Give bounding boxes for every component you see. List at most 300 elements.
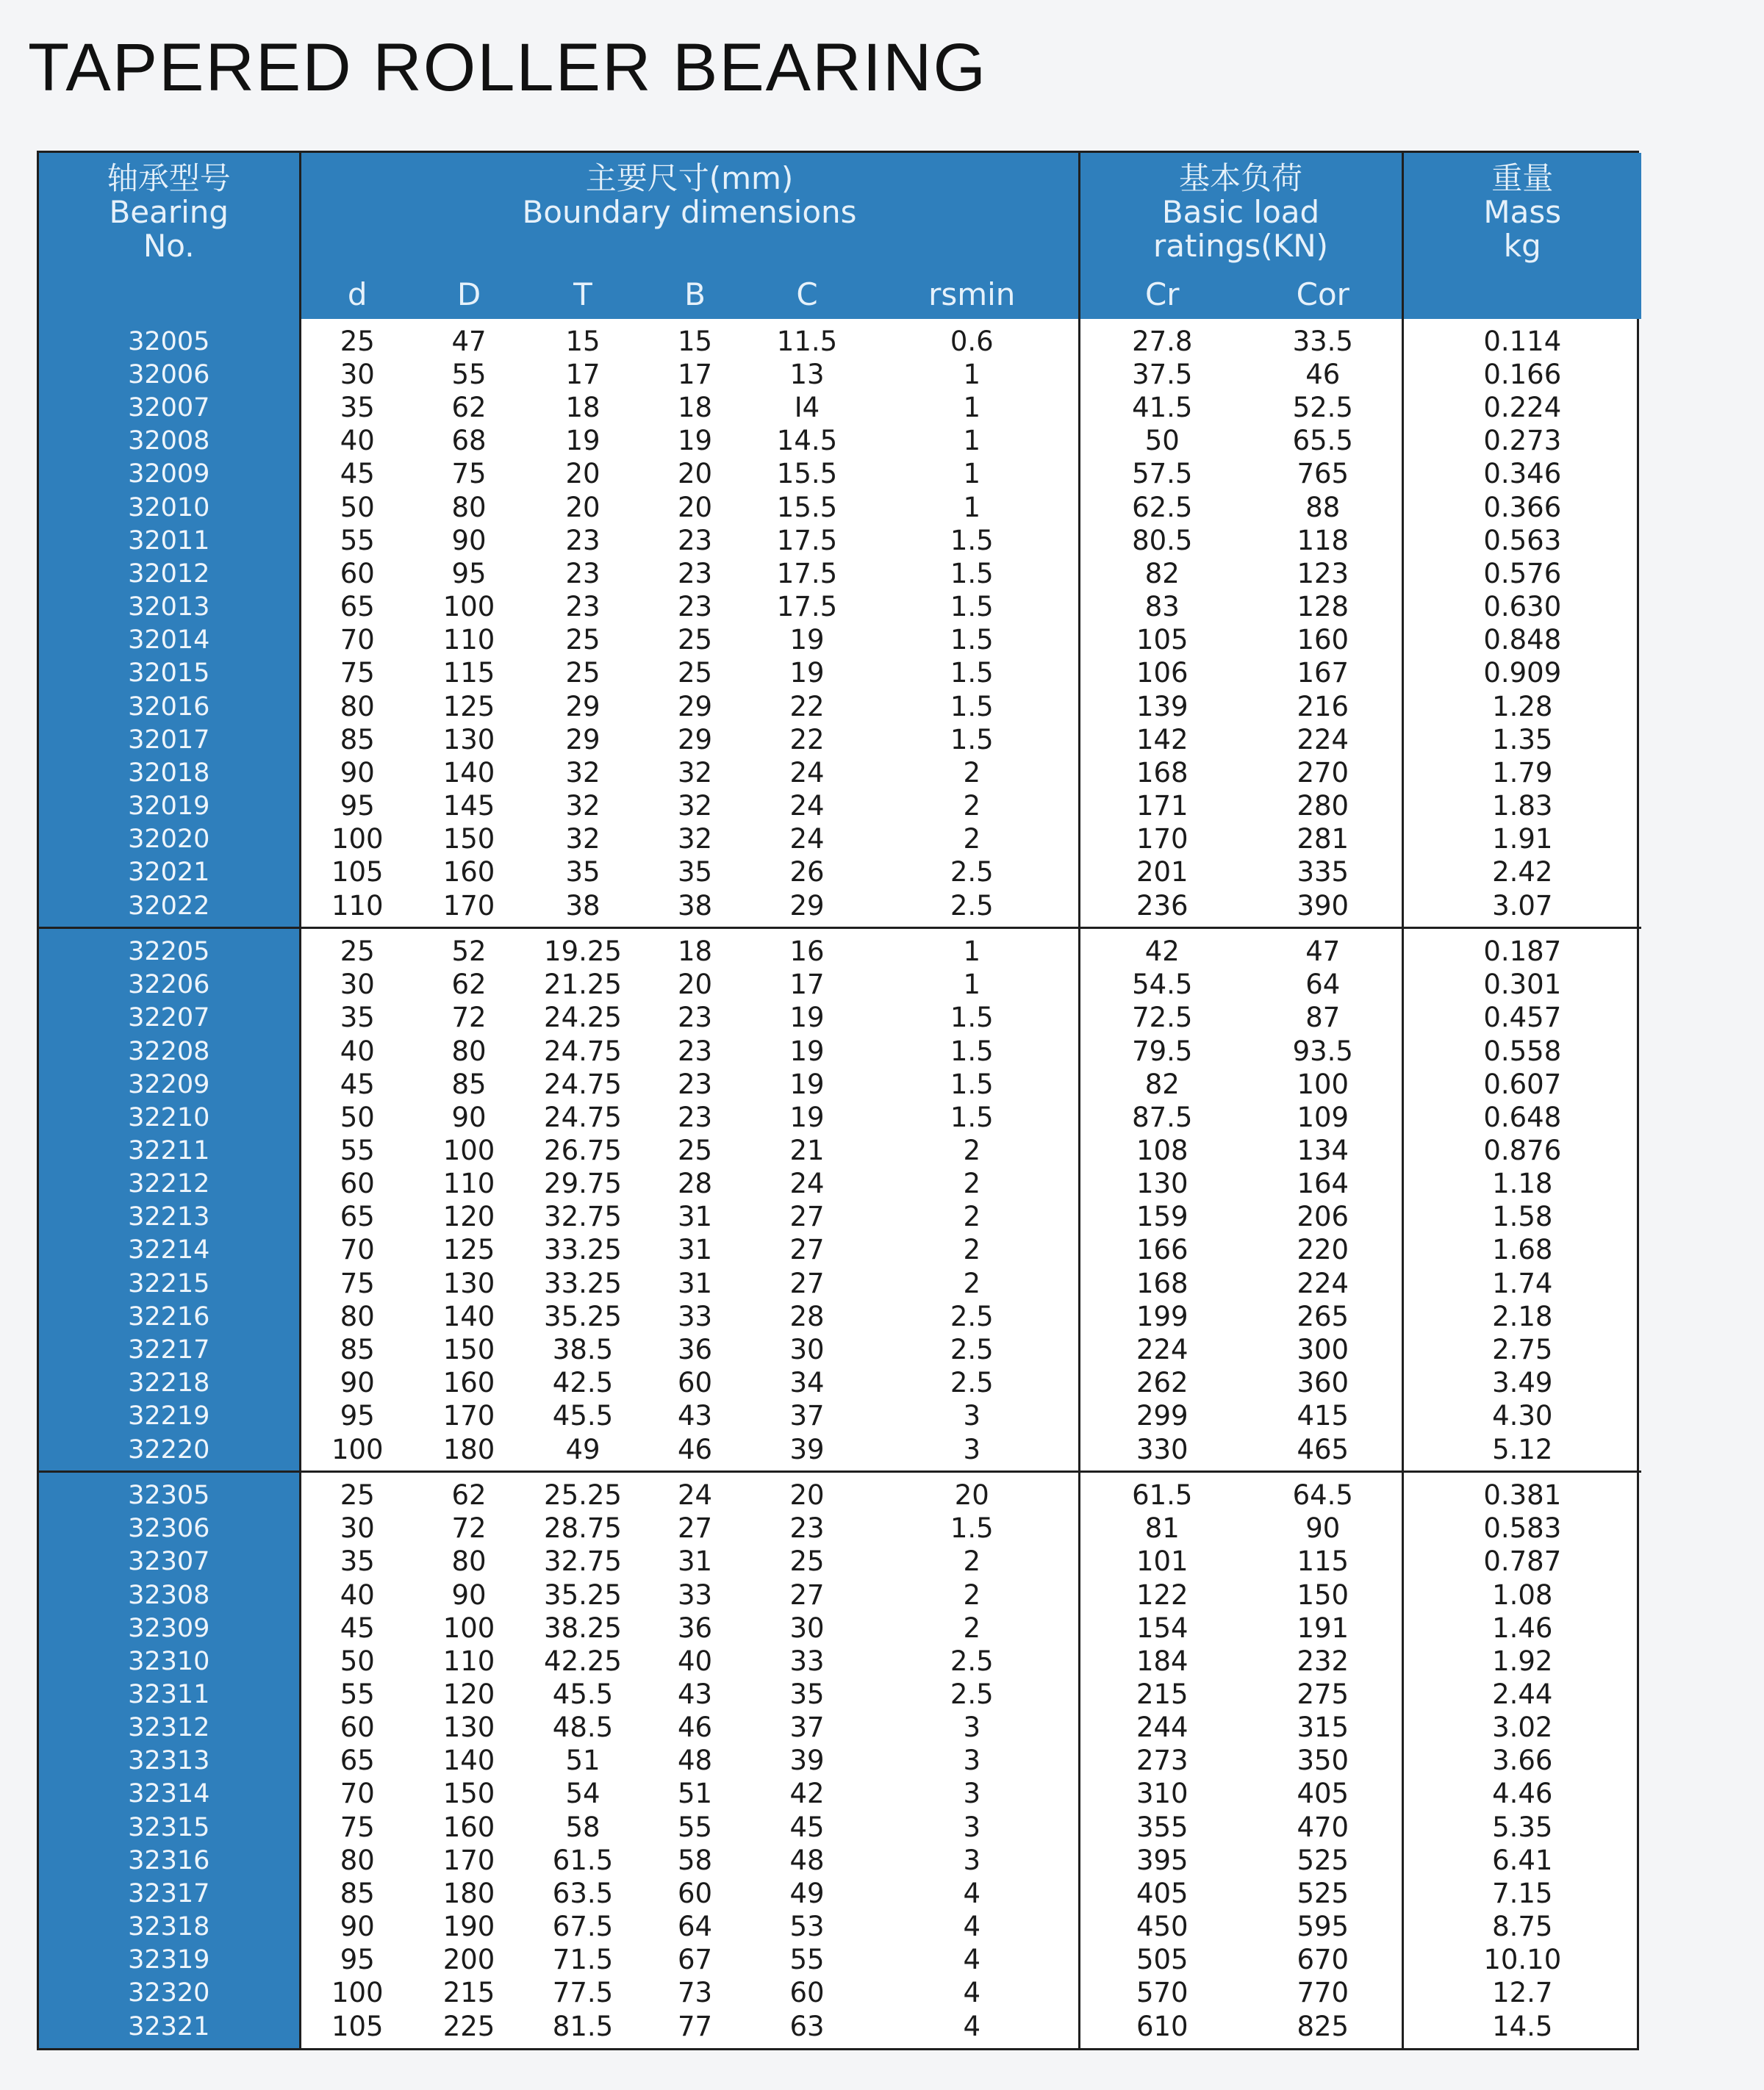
table-row [39, 1300, 1641, 1333]
table-row [39, 590, 1641, 623]
cell-cr: 170 [1136, 823, 1188, 855]
cell-cor: 350 [1244, 1745, 1402, 1778]
cell-mass: 0.301 [1483, 969, 1562, 1001]
cell-rsmin: 2.5 [866, 1645, 1079, 1678]
cell-bearing-no: 32019 [39, 789, 300, 822]
cell-C: 45 [789, 1811, 825, 1843]
table-row [39, 1168, 1641, 1201]
cell-mass: 3.07 [1402, 889, 1641, 928]
cell-cor: 280 [1244, 789, 1402, 822]
cell-C: 13 [789, 358, 825, 390]
cell-C: 21 [789, 1135, 825, 1167]
table-row [39, 1612, 1641, 1645]
cell-rsmin: 2 [866, 1612, 1079, 1645]
cell-C: 17.5 [776, 524, 838, 556]
cell-cor: 191 [1244, 1612, 1402, 1645]
cell-C: 63 [789, 2010, 825, 2042]
table-row [39, 1545, 1641, 1579]
table-row [39, 789, 1641, 822]
cell-cor: 64.5 [1244, 1472, 1402, 1512]
cell-bearing-no: 32320 [39, 1977, 300, 2010]
cell-mass: 0.224 [1483, 392, 1562, 424]
cell-cr: 224 [1136, 1333, 1188, 1365]
cell-rsmin: 0.6 [866, 319, 1079, 358]
cell-rsmin: 1 [866, 458, 1079, 491]
cell-cor: 90 [1244, 1512, 1402, 1545]
cell-rsmin: 1 [866, 425, 1079, 458]
cell-cor: 825 [1244, 2010, 1402, 2048]
cell-T: 20 [565, 491, 600, 523]
cell-D: 140 [442, 756, 495, 789]
cell-cor: 415 [1244, 1400, 1402, 1433]
cell-C: 19 [789, 657, 825, 689]
cell-C: 39 [748, 1433, 866, 1472]
cell-bearing-no: 32214 [39, 1234, 300, 1267]
cell-cor: 216 [1244, 690, 1402, 723]
cell-mass: 8.75 [1492, 1911, 1553, 1943]
cell-D: 110 [442, 624, 495, 656]
cell-cr: 199 [1136, 1300, 1188, 1332]
cell-rsmin: 2.5 [866, 889, 1079, 928]
cell-cr: 171 [1136, 789, 1188, 822]
cell-D: 150 [442, 1333, 495, 1365]
cell-cor: 335 [1244, 856, 1402, 889]
cell-d: 55 [340, 1135, 375, 1167]
cell-bearing-no: 32310 [39, 1645, 300, 1678]
cell-T: 32.75 [544, 1545, 622, 1578]
cell-B: 31 [677, 1201, 713, 1233]
cell-B: 43 [677, 1678, 713, 1710]
cell-d: 25 [340, 935, 375, 967]
header-col-C: C [748, 272, 866, 319]
cell-B: 25 [677, 624, 713, 656]
cell-d: 75 [340, 1267, 375, 1299]
cell-rsmin: 2 [866, 823, 1079, 856]
cell-C: 49 [789, 1877, 825, 1909]
cell-T: 21.25 [544, 969, 622, 1001]
cell-C: 37 [789, 1712, 825, 1744]
cell-C: 53 [789, 1911, 825, 1943]
cell-cr: 262 [1136, 1367, 1188, 1399]
cell-bearing-no: 32009 [39, 458, 300, 491]
cell-cr: 139 [1136, 690, 1188, 722]
cell-d: 30 [340, 358, 375, 390]
cell-bearing-no: 32213 [39, 1201, 300, 1234]
cell-cor: 150 [1244, 1579, 1402, 1612]
cell-D: 180 [414, 1433, 524, 1472]
cell-T: 25 [565, 657, 600, 689]
header-basic-load-ratings: 基本负荷 Basic load ratings(KN) [1079, 153, 1402, 272]
cell-D: 130 [442, 1712, 495, 1744]
cell-d: 70 [340, 624, 375, 656]
cell-d: 100 [331, 1977, 384, 2009]
cell-C: 30 [789, 1612, 825, 1644]
cell-cr: 101 [1136, 1545, 1188, 1578]
cell-T: 25 [565, 624, 600, 656]
cell-rsmin: 3 [866, 1811, 1079, 1844]
cell-B: 46 [677, 1712, 713, 1744]
cell-mass: 1.92 [1492, 1645, 1553, 1677]
cell-cr: 72.5 [1132, 1002, 1193, 1034]
cell-T: 17 [565, 358, 600, 390]
cell-bearing-no: 32306 [39, 1512, 300, 1545]
cell-T: 29 [565, 690, 600, 722]
cell-cor: 360 [1244, 1367, 1402, 1400]
table-row [39, 1035, 1641, 1068]
cell-d: 90 [340, 1367, 375, 1399]
cell-bearing-no: 32318 [39, 1911, 300, 1944]
table-body [39, 319, 1641, 2048]
cell-D: 170 [414, 889, 524, 928]
table-row [39, 1267, 1641, 1300]
cell-D: 145 [442, 789, 495, 822]
cell-rsmin: 1.5 [866, 624, 1079, 657]
cell-D: 110 [442, 1645, 495, 1677]
cell-B: 23 [677, 557, 713, 589]
cell-T: 24.75 [544, 1068, 622, 1100]
cell-C: 42 [789, 1778, 825, 1810]
cell-bearing-no: 32317 [39, 1877, 300, 1910]
cell-T: 19 [565, 425, 600, 457]
cell-C: 22 [789, 690, 825, 722]
cell-bearing-no: 32006 [39, 358, 300, 391]
cell-mass: 0.558 [1483, 1035, 1562, 1067]
cell-B: 43 [677, 1400, 713, 1432]
cell-d: 95 [340, 1944, 375, 1976]
cell-B: 35 [677, 856, 713, 888]
cell-rsmin: 2 [866, 1234, 1079, 1267]
cell-d: 25 [340, 325, 375, 357]
cell-cor: 470 [1244, 1811, 1402, 1844]
cell-B: 60 [677, 1877, 713, 1909]
cell-B: 15 [677, 325, 713, 357]
cell-cr: 168 [1136, 1267, 1188, 1299]
cell-D: 80 [451, 491, 487, 523]
cell-B: 60 [677, 1367, 713, 1399]
cell-mass: 2.18 [1492, 1300, 1553, 1332]
cell-d: 50 [340, 1645, 375, 1677]
cell-d: 75 [340, 657, 375, 689]
cell-cr: 82 [1144, 1068, 1180, 1100]
cell-d: 90 [340, 1911, 375, 1943]
table-row [39, 425, 1641, 458]
table-row [39, 1101, 1641, 1134]
cell-mass: 1.79 [1492, 756, 1553, 789]
cell-bearing-no: 32014 [39, 624, 300, 657]
header-col-d: d [300, 272, 414, 319]
cell-D: 150 [442, 823, 495, 855]
table-row [39, 1433, 1641, 1472]
cell-mass: 12.7 [1492, 1977, 1553, 2009]
cell-C: 39 [789, 1745, 825, 1777]
cell-cor: 275 [1244, 1678, 1402, 1711]
cell-B: 25 [677, 657, 713, 689]
cell-rsmin: 3 [866, 1778, 1079, 1811]
cell-bearing-no: 32319 [39, 1944, 300, 1977]
cell-cor: 52.5 [1244, 392, 1402, 425]
cell-mass: 0.381 [1483, 1479, 1562, 1511]
cell-D: 125 [442, 690, 495, 722]
cell-bearing-no: 32207 [39, 1002, 300, 1035]
cell-d: 105 [331, 2010, 384, 2042]
header-mass: 重量 Mass kg [1402, 153, 1641, 319]
cell-rsmin: 2.5 [866, 1678, 1079, 1711]
header-col-rsmin: rsmin [866, 272, 1079, 319]
cell-cr: 236 [1079, 889, 1244, 928]
cell-d: 60 [340, 557, 375, 589]
cell-d: 85 [340, 1877, 375, 1909]
cell-rsmin: 1.5 [866, 1512, 1079, 1545]
cell-T: 35 [565, 856, 600, 888]
cell-rsmin: 2 [866, 756, 1079, 789]
cell-rsmin: 4 [866, 1977, 1079, 2010]
cell-B: 19 [677, 425, 713, 457]
cell-mass: 10.10 [1483, 1944, 1562, 1976]
cell-d: 55 [340, 1678, 375, 1710]
cell-C: 15.5 [776, 458, 838, 490]
table-row [39, 1579, 1641, 1612]
cell-B: 17 [677, 358, 713, 390]
cell-C: 37 [789, 1400, 825, 1432]
cell-bearing-no: 32308 [39, 1579, 300, 1612]
table-row [39, 1678, 1641, 1711]
cell-rsmin: 1 [866, 392, 1079, 425]
cell-bearing-no: 32205 [39, 928, 300, 969]
cell-B: 20 [677, 458, 713, 490]
cell-B: 31 [677, 1267, 713, 1299]
cell-C: 55 [789, 1944, 825, 1976]
cell-B: 20 [677, 491, 713, 523]
cell-B: 23 [677, 1068, 713, 1100]
cell-T: 24.75 [544, 1101, 622, 1133]
spec-table [39, 153, 1641, 2048]
cell-bearing-no: 32008 [39, 425, 300, 458]
cell-bearing-no: 32312 [39, 1712, 300, 1745]
cell-T: 38.5 [552, 1333, 614, 1365]
cell-cor: 46 [1244, 358, 1402, 391]
cell-d: 35 [340, 1545, 375, 1578]
cell-T: 42.5 [552, 1367, 614, 1399]
cell-d: 45 [340, 458, 375, 490]
cell-d: 50 [340, 491, 375, 523]
cell-cr: 154 [1136, 1612, 1188, 1644]
cell-cr: 166 [1136, 1234, 1188, 1266]
cell-d: 65 [340, 591, 375, 623]
cell-D: 125 [442, 1234, 495, 1266]
cell-bearing-no: 32219 [39, 1400, 300, 1433]
cell-B: 23 [677, 1101, 713, 1133]
cell-mass: 1.58 [1492, 1201, 1553, 1233]
cell-D: 80 [451, 1545, 487, 1578]
cell-B: 29 [677, 723, 713, 755]
cell-cr: 37.5 [1132, 358, 1193, 390]
cell-T: 24.75 [544, 1035, 622, 1067]
cell-cor: 128 [1244, 590, 1402, 623]
cell-D: 62 [451, 1479, 487, 1511]
cell-C: 60 [789, 1977, 825, 2009]
cell-D: 100 [442, 1135, 495, 1167]
cell-d: 40 [340, 1035, 375, 1067]
cell-B: 64 [677, 1911, 713, 1943]
cell-C: 16 [789, 935, 825, 967]
cell-B: 25 [677, 1135, 713, 1167]
cell-C: 30 [789, 1333, 825, 1365]
cell-bearing-no: 32015 [39, 657, 300, 690]
cell-cr: 82 [1144, 557, 1180, 589]
cell-bearing-no: 32206 [39, 969, 300, 1002]
cell-mass: 0.273 [1483, 425, 1562, 457]
cell-cor: 390 [1244, 889, 1402, 928]
cell-cr: 159 [1136, 1201, 1188, 1233]
cell-mass: 4.46 [1492, 1778, 1553, 1810]
cell-cor: 88 [1244, 491, 1402, 524]
table-row [39, 1472, 1641, 1512]
cell-mass: 0.563 [1483, 524, 1562, 556]
cell-C: 33 [789, 1645, 825, 1677]
cell-rsmin: 4 [866, 1944, 1079, 1977]
cell-bearing-no: 32016 [39, 690, 300, 723]
cell-d: 95 [340, 789, 375, 822]
cell-cor: 224 [1244, 1267, 1402, 1300]
cell-B: 32 [677, 823, 713, 855]
cell-T: 35.25 [544, 1300, 622, 1332]
cell-mass: 2.75 [1492, 1333, 1553, 1365]
cell-d: 60 [340, 1712, 375, 1744]
cell-mass: 0.346 [1483, 458, 1562, 490]
bearing-spec-table [37, 151, 1639, 2050]
table-row [39, 1002, 1641, 1035]
cell-T: 54 [565, 1778, 600, 1810]
cell-cor: 100 [1244, 1068, 1402, 1101]
cell-cr: 50 [1144, 425, 1180, 457]
cell-D: 140 [442, 1300, 495, 1332]
cell-D: 72 [451, 1512, 487, 1545]
cell-mass: 3.66 [1492, 1745, 1553, 1777]
cell-T: 26.75 [544, 1135, 622, 1167]
cell-d: 85 [340, 1333, 375, 1365]
cell-rsmin: 1.5 [866, 690, 1079, 723]
cell-mass: 0.366 [1483, 491, 1562, 523]
cell-d: 55 [340, 524, 375, 556]
cell-rsmin: 3 [866, 1745, 1079, 1778]
cell-cor: 525 [1244, 1844, 1402, 1877]
cell-T: 49 [524, 1433, 642, 1472]
cell-mass: 0.607 [1483, 1068, 1562, 1100]
table-row [39, 1844, 1641, 1877]
cell-bearing-no: 32321 [39, 2010, 300, 2048]
cell-B: 23 [677, 591, 713, 623]
cell-cr: 299 [1136, 1400, 1188, 1432]
cell-bearing-no: 32218 [39, 1367, 300, 1400]
table-row [39, 657, 1641, 690]
table-row [39, 319, 1641, 358]
cell-cr: 142 [1136, 723, 1188, 755]
cell-mass: 3.02 [1492, 1712, 1553, 1744]
cell-d: 100 [300, 1433, 414, 1472]
cell-mass: 1.08 [1492, 1579, 1553, 1611]
cell-mass: 0.848 [1483, 624, 1562, 656]
cell-D: 150 [442, 1778, 495, 1810]
cell-cr: 215 [1136, 1678, 1188, 1710]
cell-C: 24 [789, 823, 825, 855]
cell-T: 35.25 [544, 1579, 622, 1611]
cell-C: 15.5 [776, 491, 838, 523]
cell-D: 140 [442, 1745, 495, 1777]
table-row [39, 1068, 1641, 1101]
cell-rsmin: 2.5 [866, 1367, 1079, 1400]
cell-C: 35 [789, 1678, 825, 1710]
cell-D: 160 [442, 856, 495, 888]
cell-bearing-no: 32211 [39, 1134, 300, 1167]
table-row [39, 458, 1641, 491]
cell-cor: 115 [1244, 1545, 1402, 1579]
cell-T: 45.5 [552, 1678, 614, 1710]
cell-mass: 2.44 [1492, 1678, 1553, 1710]
cell-rsmin: 2 [866, 1545, 1079, 1579]
cell-cr: 105 [1136, 624, 1188, 656]
cell-C: 19 [789, 1035, 825, 1067]
cell-d: 80 [340, 1844, 375, 1876]
cell-T: 51 [565, 1745, 600, 1777]
page-title: TAPERED ROLLER BEARING [28, 30, 988, 105]
cell-T: 23 [565, 524, 600, 556]
cell-d: 30 [340, 1512, 375, 1545]
cell-d: 95 [340, 1400, 375, 1432]
table-row [39, 1911, 1641, 1944]
cell-T: 23 [565, 591, 600, 623]
cell-bearing-no: 32017 [39, 723, 300, 756]
cell-mass: 0.187 [1483, 935, 1562, 967]
cell-bearing-no: 32021 [39, 856, 300, 889]
table-row [39, 524, 1641, 557]
cell-B: 51 [677, 1778, 713, 1810]
cell-rsmin: 1.5 [866, 723, 1079, 756]
cell-rsmin: 2 [866, 1134, 1079, 1167]
cell-cr: 80.5 [1132, 524, 1193, 556]
cell-cr: 81 [1144, 1512, 1180, 1545]
cell-mass: 0.909 [1483, 657, 1562, 689]
cell-B: 48 [677, 1745, 713, 1777]
cell-D: 47 [451, 325, 487, 357]
cell-T: 48.5 [552, 1712, 614, 1744]
cell-T: 32 [565, 756, 600, 789]
cell-cor: 232 [1244, 1645, 1402, 1678]
cell-d: 70 [340, 1778, 375, 1810]
cell-cr: 570 [1136, 1977, 1188, 2009]
table-row [39, 823, 1641, 856]
cell-D: 62 [451, 392, 487, 424]
cell-mass: 1.91 [1492, 823, 1553, 855]
cell-d: 75 [340, 1811, 375, 1843]
cell-cor: 300 [1244, 1333, 1402, 1366]
cell-cor: 220 [1244, 1234, 1402, 1267]
cell-T: 24.25 [544, 1002, 622, 1034]
cell-D: 55 [451, 358, 487, 390]
cell-D: 160 [442, 1367, 495, 1399]
cell-bearing-no: 32314 [39, 1778, 300, 1811]
cell-rsmin: 2 [866, 1201, 1079, 1234]
cell-B: 20 [677, 969, 713, 1001]
cell-cor: 765 [1244, 458, 1402, 491]
cell-rsmin: 3 [866, 1712, 1079, 1745]
cell-B: 38 [642, 889, 748, 928]
cell-cor: 47 [1244, 928, 1402, 969]
cell-D: 62 [451, 969, 487, 1001]
cell-cr: 83 [1144, 591, 1180, 623]
cell-T: 32 [565, 823, 600, 855]
header-boundary-dimensions: 主要尺寸(mm) Boundary dimensions [300, 153, 1079, 272]
cell-T: 25.25 [544, 1479, 622, 1511]
